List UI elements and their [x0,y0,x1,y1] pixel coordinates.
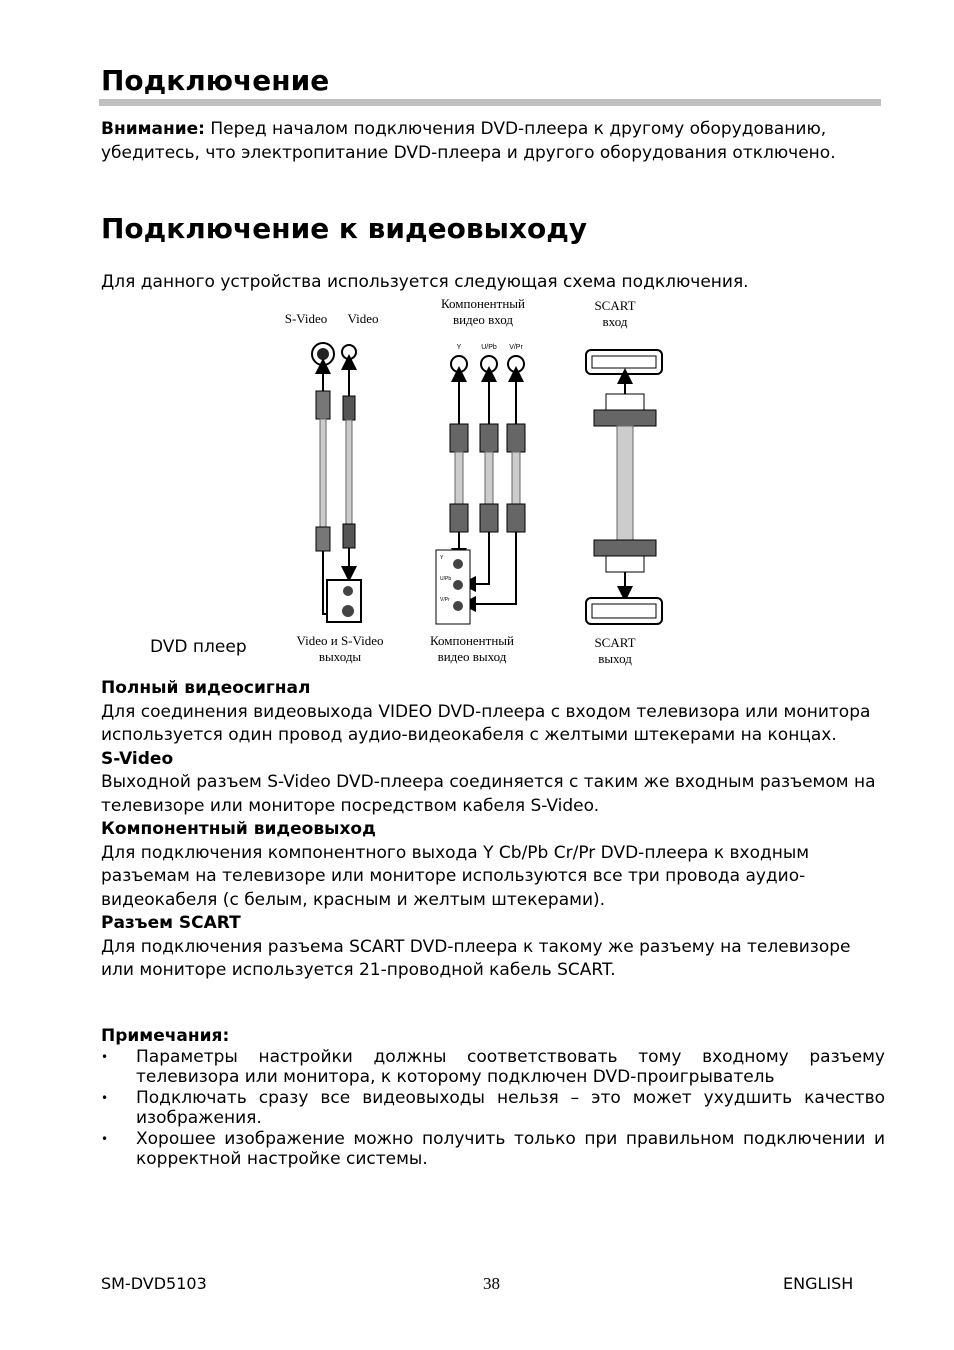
dvd-player-label: DVD плеер [150,637,247,657]
footer-language: ENGLISH [783,1274,854,1293]
page-title: Подключение [101,64,330,97]
jack-upb-label: U/Pb [481,344,497,351]
svideo-input-label: S-Video [284,311,328,326]
component-output-label-line2: видео выход [437,649,507,664]
panel-y-label: Y [440,555,444,561]
scart-output-label [570,635,660,667]
section-heading-component: Компонентный видеовыход [101,819,376,839]
scart-input-label [570,298,660,330]
section-text-composite: Для соединения видеовыхода VIDEO DVD-плеера с входом телевизора или монитора используется один провод аудио-видеокабеля с желтыми штекерами на концах. [101,701,871,745]
notes-title: Примечания: [101,1026,230,1046]
notice-text: Перед началом подключения DVD-плеера к другому оборудованию, убедитесь, что электропитание DVD-плеера и другого оборудования отключено. [101,119,836,163]
video-output-label-line2: выходы [318,649,362,664]
note-text: Хорошее изображение можно получить только при правильном подключении и корректной настройке системы. [136,1129,885,1169]
description-sections [101,677,881,983]
list-item [101,1047,885,1087]
video-input-label: Video [347,311,379,326]
list-item [101,1129,885,1169]
video-cable [342,345,356,574]
note-text: Подключать сразу все видеовыходы нельзя – это может ухудшить качество изображения. [136,1088,885,1128]
connection-diagram-drawing [270,294,680,674]
notice-paragraph [101,118,881,165]
bullet-icon: • [101,1050,109,1064]
component-input-label [420,296,546,328]
scart-cable [586,350,662,624]
panel-vpr-label: V/Pr [440,597,450,603]
svideo-cable [312,343,342,614]
video-output-label-line1: Video и S-Video [296,633,384,648]
component-input-label-line1: Компонентный [441,296,525,311]
section-heading-scart: Разъем SCART [101,913,241,933]
section-intro: Для данного устройства используется следующая схема подключения. [101,272,749,292]
footer-model: SM-DVD5103 [101,1274,207,1293]
panel-upb-label: U/Pb [440,576,452,582]
scart-output-label-line1: SCART [594,635,636,650]
component-output-label [412,633,532,665]
video-output-label [280,633,400,665]
jack-vpr-label: V/Pr [509,344,523,351]
connection-diagram [270,294,680,674]
section-heading-composite: Полный видеосигнал [101,678,311,698]
scart-input-label-line2: вход [602,314,628,329]
component-input-label-line2: видео вход [452,312,514,327]
section-text-scart: Для подключения разъема SCART DVD-плеера к такому же разъему на телевизоре или мониторе используется 21-проводной кабель SCART. [101,936,851,980]
scart-input-label-line1: SCART [594,298,636,313]
bullet-icon: • [101,1132,109,1146]
video-output-panel [327,580,361,622]
notice-label: Внимание: [101,119,205,139]
section-heading-svideo: S-Video [101,748,174,769]
footer-page-number: 38 [483,1274,500,1293]
notes-list [101,1047,885,1170]
bullet-icon: • [101,1091,109,1105]
component-output-panel [436,550,470,624]
section-text-svideo: Выходной разъем S-Video DVD-плеера соединяется с таким же входным разъемом на телевизоре или мониторе посредством кабеля S-Video. [101,772,876,816]
scart-output-label-line2: выход [598,651,632,666]
component-output-label-line1: Компонентный [430,633,514,648]
list-item [101,1088,885,1128]
jack-y-label: Y [456,344,462,351]
title-rule [99,99,881,106]
section-text-component: Для подключения компонентного выхода Y Cb/Pb Cr/Pr DVD-плеера к входным разъемам на телевизоре или мониторе используются все три провода аудио- видеокабеля (с белым, красным и желтым штекерами). [101,842,810,910]
note-text: Параметры настройки должны соответствовать тому входному разъему телевизора или монитора, к которому подключен DVD-проигрыватель [136,1047,885,1087]
section-title: Подключение к видеовыходу [101,212,588,245]
